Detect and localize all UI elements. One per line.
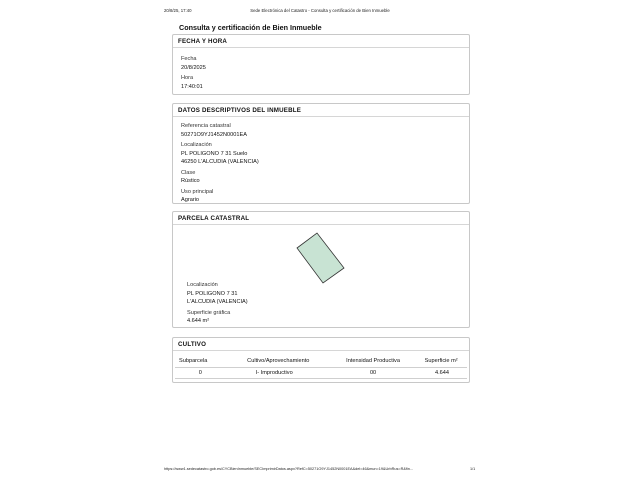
page-title: Consulta y certificación de Bien Inmueble <box>179 23 322 32</box>
fecha-value: 20/8/2025 <box>181 64 206 71</box>
col-cultivo: Cultivo/Aprovechamiento <box>226 356 331 367</box>
col-superficie: Superficie m² <box>415 356 467 367</box>
clase-label: Clase <box>181 169 196 176</box>
referencia-label: Referencia catastral <box>181 123 231 129</box>
localizacion-line1: PL POLIGONO 7 31 Suelo <box>181 150 248 157</box>
superficie-value: 4.644 m² <box>187 318 210 324</box>
parcela-loc-line1: PL POLIGONO 7 31 <box>187 290 238 297</box>
hora-value: 17:40:01 <box>181 83 203 90</box>
superficie-label: Superficie gráfica <box>187 309 231 316</box>
print-page-number: 1/1 <box>470 467 476 471</box>
parcela-loc-label: Localización <box>187 282 218 288</box>
uso-value: Agrario <box>181 197 200 203</box>
cultivo-card <box>172 337 470 383</box>
localizacion-line2: 46250 L'ALCUDIA (VALENCIA) <box>181 159 259 165</box>
parcel-map <box>293 229 353 285</box>
datos-inmueble-card <box>172 103 470 204</box>
col-intensidad: Intensidad Productiva <box>331 356 415 367</box>
uso-label: Uso principal <box>181 188 214 195</box>
cultivo-table <box>175 356 467 379</box>
cell-intensidad: 00 <box>331 367 415 378</box>
cell-subparcela: 0 <box>175 367 226 378</box>
print-page-title: Sede Electrónica del Catastro - Consulta y certificación de Bien Inmueble <box>250 8 390 13</box>
col-subparcela: Subparcela <box>175 356 226 367</box>
fecha-label: Fecha <box>181 56 197 62</box>
datos-inmueble-heading: DATOS DESCRIPTIVOS DEL INMUEBLE <box>173 104 469 117</box>
localizacion-label: Localización <box>181 142 212 148</box>
parcela-card <box>172 211 470 328</box>
parcel-shape <box>297 233 344 283</box>
cultivo-heading: CULTIVO <box>173 338 469 351</box>
fecha-hora-card <box>172 34 470 95</box>
cell-superficie: 4.644 <box>415 367 467 378</box>
print-header <box>0 8 640 16</box>
table-header-row <box>175 356 467 367</box>
parcela-loc-line2: L'ALCUDIA (VALENCIA) <box>187 299 248 305</box>
hora-label: Hora <box>181 75 194 81</box>
clase-value: Rústico <box>181 178 200 184</box>
print-datetime: 20/8/25, 17:40 <box>164 8 192 13</box>
cell-cultivo: I- Improductivo <box>226 367 331 378</box>
referencia-value: 50271O9YJ1452N0001EA <box>181 131 247 138</box>
print-url: https://www1.sedecatastro.gob.es/CYCBienInmueble/SECImprimirDatos.aspx?RefC=50271O9YJ1452N0001EA&del=46&mun=19&UrbRus=R&fin... <box>164 467 414 471</box>
fecha-hora-heading: FECHA Y HORA <box>173 35 469 48</box>
parcela-heading: PARCELA CATASTRAL <box>173 212 469 225</box>
table-row <box>175 367 467 378</box>
